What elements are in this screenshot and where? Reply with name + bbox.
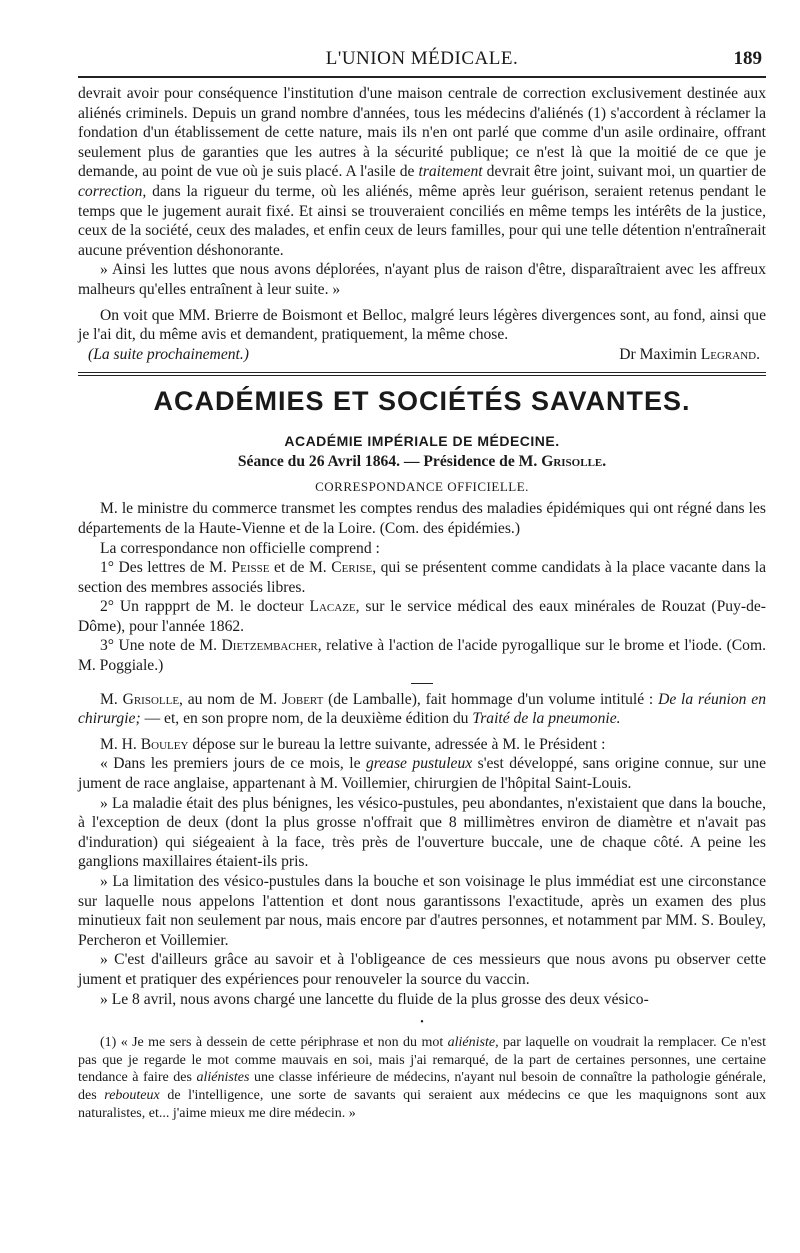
separator-dash (411, 683, 433, 684)
official-correspondence: M. le ministre du commerce transmet les comptes rendus des maladies épidémiques qui ont régné dans les départements de la Haute-Vienne et de la Loire. (Com. des épidémies.) (78, 500, 766, 537)
bouley-paragraph: M. H. Bouley dépose sur le bureau la lettre suivante, adressée à M. le Président : (100, 735, 606, 753)
session-line: Séance du 26 Avril 1864. — Présidence de M. Grisolle. (237, 453, 607, 471)
letter-paragraph-3: » La limitation des vésico-pustules dans la bouche et son voisinage le plus immédiat est une circonstance sur laquelle nous appelons l'attention et dont nous garantissons l'exactitude, après un examen des plus minutieux fait non seulement par nous, mais encore par d'autres personnes, et notamment par MM. S. Bouley, Percheron et Voillemier. (78, 873, 766, 949)
intro-paragraph-3: On voit que MM. Brierre de Boismont et Belloc, malgré leurs légères divergences sont, au fond, ainsi que je l'ai dit, du même avis et demandent, pratiquement, la même chose. (78, 306, 766, 344)
correspondence-item-1: 1° Des lettres de M. Peisse et de M. Cerise, qui se présentent comme candidats à la place vacante dans la section des membres associés libres. (78, 559, 766, 596)
letter-paragraph-2: » La maladie était des plus bénignes, les vésico-pustules, peu abondantes, n'existaient que dans la bouche, à l'exception de deux (dont la plus grosse n'offrait que 8 millimètres environ de diamètre et n'avait pas d'induration) qui siégeaient à la face, très près de l'ouverture buccale, une de chaque côté. A peine les ganglions maxillaires étaient-ils pris. (78, 794, 766, 871)
letter-paragraph-1: « Dans les premiers jours de ce mois, le grease pustuleux s'est développé, sans origine connue, sur une jument de race anglaise, appartenant à M. Voillemier, chirurgien de l'hôpital Saint-Louis. (78, 755, 766, 793)
unofficial-correspondence-intro: La correspondance non officielle comprend : (100, 539, 380, 557)
to-be-continued: (La suite prochainement.) (88, 345, 249, 363)
intro-paragraph-2: » Ainsi les luttes que nous avons déplorées, n'ayant plus de raison d'être, disparaîtraient avec les affreux malheurs qu'elles entraînent à leur suite. » (78, 261, 766, 298)
page-header (78, 44, 766, 72)
page-number: 189 (733, 48, 762, 69)
footnote-text: (1) « Je me sers à dessein de cette périphrase et non du mot aliéniste, par laquelle on voudrait la remplacer. Ce n'est pas que je regarde le mot comme mauvais en soi, mais j'ai remarqué, de la part de certaines personnes, une certaine tendance à faire des aliénistes une classe inférieure de médecins, n'ayant nul besoin de connaître la pathologie générale, des rebouteux de l'intelligence, une sorte de savants qui seraient aux médecins ce que les maquignons sont aux naturalistes, et... j'aime mieux me dire médecin. » (78, 1035, 767, 1121)
footnote (78, 1034, 766, 1122)
author-signature: Dr Maximin Legrand. (619, 345, 760, 363)
section-rule (78, 372, 766, 376)
header-rule (78, 76, 766, 78)
section-title: ACADÉMIES ET SOCIÉTÉS SAVANTES. (153, 386, 691, 417)
letter-paragraph-4: » C'est d'ailleurs grâce au savoir et à l'obligeance de ces messieurs que nous avons pu observer cette jument et pratiquer des expériences pour renouveler la source du vaccin. (78, 951, 766, 988)
correspondence-heading: CORRESPONDANCE OFFICIELLE. (315, 479, 529, 495)
letter-paragraph-5: » Le 8 avril, nous avons chargé une lancette du fluide de la plus grosse des deux vésico- (100, 990, 649, 1008)
footnote-marker: • (420, 1017, 424, 1029)
correspondence-item-3: 3° Une note de M. Dietzembacher, relative à l'action de l'acide pyrogallique sur le brome et l'iode. (Com. M. Poggiale.) (78, 637, 767, 675)
grisolle-paragraph: M. Grisolle, au nom de M. Jobert (de Lamballe), fait hommage d'un volume intitulé : De la réunion en chirurgie; — et, en son propre nom, de la deuxième édition du Traité de la pneumonie. (78, 690, 766, 728)
academy-title: ACADÉMIE IMPÉRIALE DE MÉDECINE. (284, 433, 560, 450)
correspondence-item-2: 2° Un rappprt de M. le docteur Lacaze, sur le service médical des eaux minérales de Rouzat (Puy-de-Dôme), pour l'année 1862. (78, 598, 766, 635)
signature-line (78, 345, 766, 365)
intro-paragraph-1: devrait avoir pour conséquence l'institution d'une maison centrale de correction exclusivement destinée aux aliénés criminels. Depuis un grand nombre d'années, tous les médecins d'aliénés (1) s'accordent à réclamer la fondation d'un établissement de cette nature, mais ils n'en ont parlé que comme d'un asile ordinaire, offrant seulement plus de garanties que les autres à la sécurité publique; ce n'est là que la moitié de ce que je demande, au point de vue où je suis placé. A l'asile de traitement devrait être joint, suivant moi, un quartier de correction, dans la rigueur du terme, où les aliénés, même après leur guérison, seraient retenus pendant le temps que le jugement aurait fixé. Et ainsi se trouveraient conciliés en même temps les intérêts de la justice, ceux de la société, ceux des malades, et enfin ceux de leurs familles, pour qui une telle détention n'entraînerait aucune prévention déshonorante. (78, 85, 767, 259)
running-title: L'UNION MÉDICALE. (325, 48, 519, 69)
